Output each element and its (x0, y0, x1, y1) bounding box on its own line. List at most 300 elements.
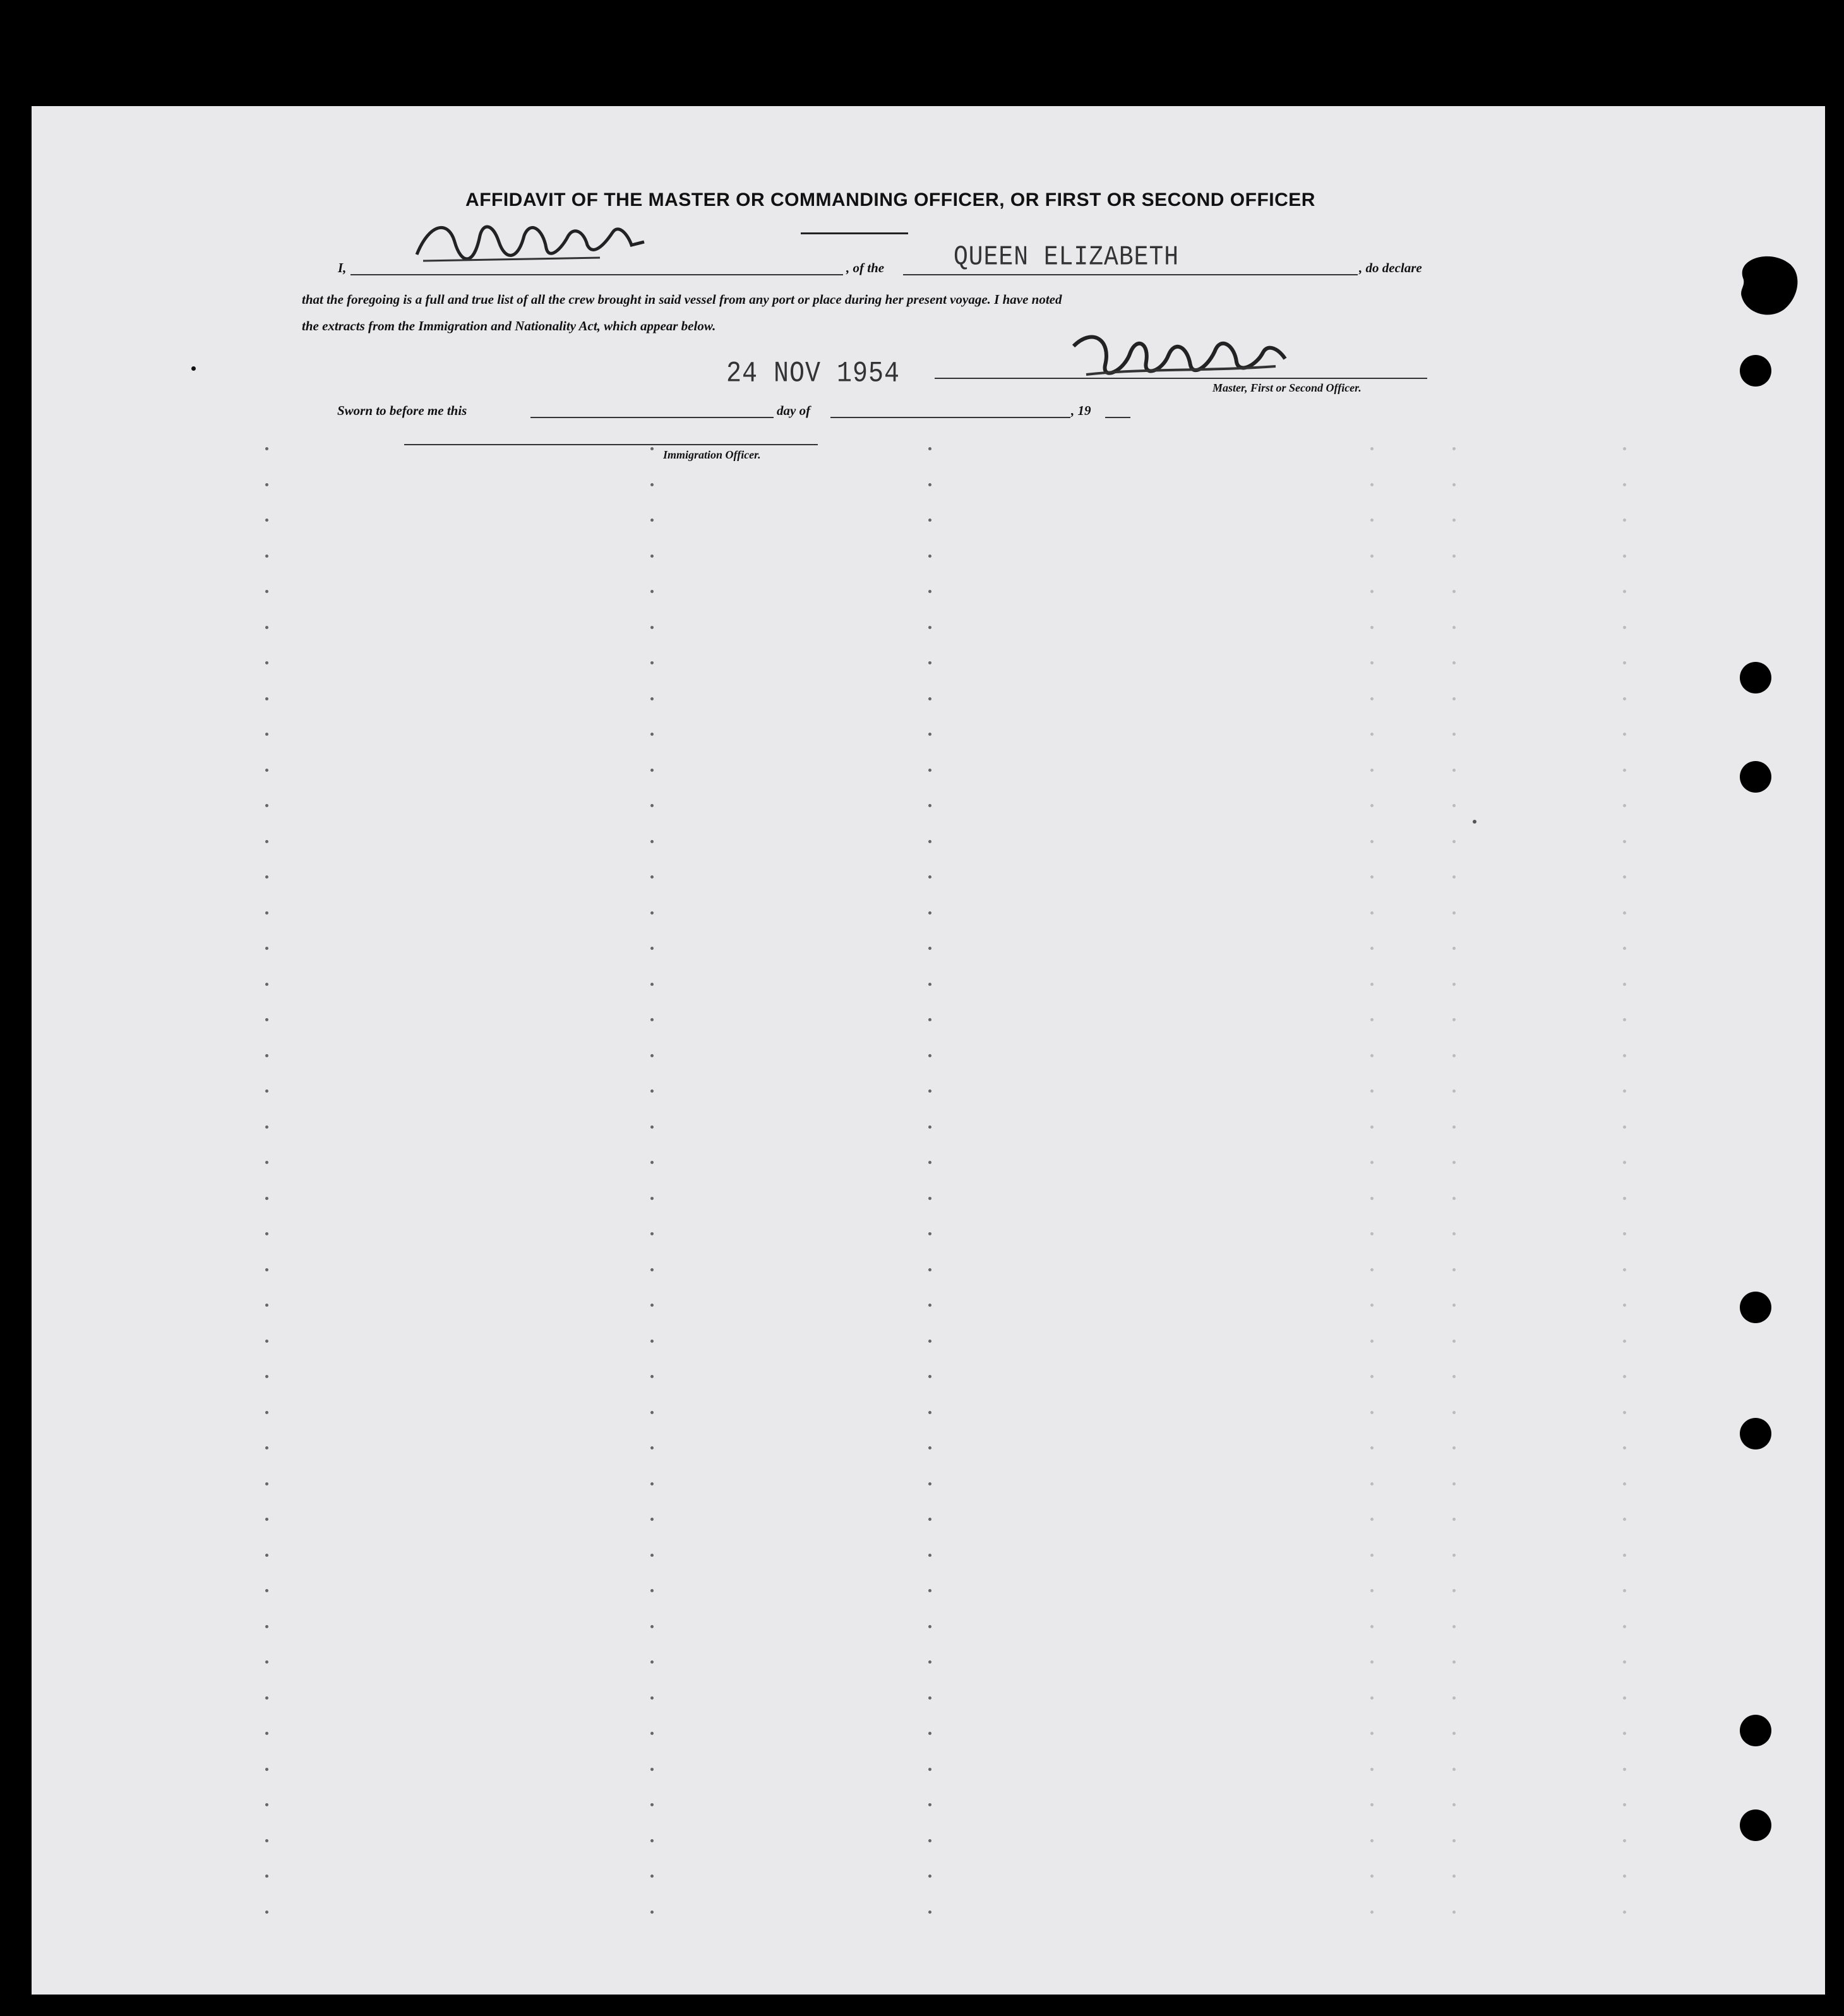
bleed-through-dot (650, 1518, 654, 1521)
immigration-officer-caption: Immigration Officer. (663, 448, 761, 461)
bleed-through-dot (928, 1411, 931, 1414)
bleed-through-row (32, 1862, 1825, 1887)
bleed-through-dot (650, 1446, 654, 1449)
bleed-through-dot (928, 1125, 931, 1129)
bleed-through-dot (1452, 769, 1456, 772)
bleed-through-dot (650, 1197, 654, 1200)
bleed-through-dot (1452, 1018, 1456, 1021)
sworn-label: Sworn to before me this (337, 403, 467, 418)
bleed-through-dot (928, 447, 931, 450)
bleed-through-dot (1452, 1803, 1456, 1806)
declaration-line-2: the extracts from the Immigration and Nationality Act, which appear below. (302, 318, 716, 333)
bleed-through-dot (265, 697, 268, 700)
bleed-through-dot (1623, 1197, 1626, 1200)
bleed-through-row (32, 577, 1825, 603)
bleed-through-dot (1452, 1911, 1456, 1914)
bleed-through-row (32, 1005, 1825, 1031)
bleed-through-dot (650, 1268, 654, 1271)
bleed-through-row (32, 1220, 1825, 1245)
bleed-through-dot (265, 911, 268, 915)
bleed-through-dot (1370, 1018, 1374, 1021)
bleed-through-dot (265, 661, 268, 664)
bleed-through-dot (1623, 590, 1626, 593)
bleed-through-dot (650, 769, 654, 772)
bleed-through-dot (1623, 840, 1626, 843)
bleed-through-dot (1370, 626, 1374, 629)
bleed-through-row (32, 1362, 1825, 1388)
bleed-through-dot (1623, 1589, 1626, 1592)
bleed-through-dot (1623, 1696, 1626, 1700)
bleed-through-dot (1623, 697, 1626, 700)
bleed-through-dot (650, 1911, 654, 1914)
bleed-through-dot (650, 1803, 654, 1806)
bleed-through-dot (265, 1089, 268, 1093)
bleed-through-dot (650, 840, 654, 843)
bleed-through-row (32, 1541, 1825, 1566)
bleed-through-dot (265, 1839, 268, 1842)
bleed-through-dot (1452, 1768, 1456, 1771)
bleed-through-row (32, 1434, 1825, 1459)
bleed-through-dot (928, 555, 931, 558)
bleed-through-dot (1370, 1125, 1374, 1129)
bleed-through-dot (1452, 1304, 1456, 1307)
bleed-through-dot (265, 1161, 268, 1164)
year-prefix: , 19 (1071, 403, 1091, 418)
bleed-through-dot (265, 1875, 268, 1878)
bleed-through-row (32, 1041, 1825, 1067)
bleed-through-dot (1452, 1125, 1456, 1129)
bleed-through-row (32, 1077, 1825, 1102)
bleed-through-dot (1623, 911, 1626, 915)
bleed-through-dot (650, 626, 654, 629)
bleed-through-row (32, 863, 1825, 888)
bleed-through-dot (1623, 1482, 1626, 1485)
bleed-through-dot (1370, 1589, 1374, 1592)
bleed-through-dot (1452, 519, 1456, 522)
vessel-name: QUEEN ELIZABETH (954, 241, 1180, 273)
bleed-through-dot (265, 1375, 268, 1378)
bleed-through-dot (1623, 1375, 1626, 1378)
bleed-through-dot (928, 1660, 931, 1664)
bleed-through-dot (1452, 697, 1456, 700)
bleed-through-dot (928, 1875, 931, 1878)
bleed-through-dot (928, 661, 931, 664)
bleed-through-dot (1370, 1482, 1374, 1485)
bleed-through-dot (650, 911, 654, 915)
bleed-through-dot (1452, 447, 1456, 450)
bleed-through-dot (650, 1554, 654, 1557)
bleed-through-row (32, 1256, 1825, 1281)
bleed-through-dot (1370, 1660, 1374, 1664)
bleed-through-dot (1370, 1161, 1374, 1164)
bleed-through-dot (265, 1125, 268, 1129)
bleed-through-dot (265, 1732, 268, 1735)
bleed-through-dot (1370, 590, 1374, 593)
bleed-through-dot (928, 947, 931, 950)
sworn-month-blank (830, 417, 1070, 418)
bleed-through-dot (1452, 1696, 1456, 1700)
bleed-through-dot (650, 1589, 654, 1592)
bleed-through-dot (265, 947, 268, 950)
bleed-through-dot (650, 1482, 654, 1485)
bleed-through-dot (1623, 1125, 1626, 1129)
signature-image (410, 217, 650, 273)
bleed-through-dot (650, 1696, 654, 1700)
bleed-through-dot (265, 1446, 268, 1449)
punch-hole (1740, 761, 1771, 793)
bleed-through-dot (265, 1803, 268, 1806)
bleed-through-dot (928, 1340, 931, 1343)
bleed-through-dot (1370, 1625, 1374, 1628)
bleed-through-row (32, 435, 1825, 460)
bleed-through-dot (1623, 1340, 1626, 1343)
bleed-through-dot (650, 1125, 654, 1129)
bleed-through-dot (1623, 483, 1626, 486)
bleed-through-dot (1452, 1161, 1456, 1164)
bleed-through-dot (1452, 1232, 1456, 1235)
bleed-through-dot (1370, 1232, 1374, 1235)
bleed-through-dot (650, 1161, 654, 1164)
bleed-through-dot (265, 1054, 268, 1057)
day-of-label: day of (777, 403, 811, 418)
bleed-through-dot (650, 733, 654, 736)
bleed-through-dot (650, 1660, 654, 1664)
bleed-through-dot (1370, 804, 1374, 807)
bleed-through-dot (1370, 947, 1374, 950)
speck-mark (191, 366, 196, 371)
bleed-through-dot (928, 804, 931, 807)
bleed-through-dot (650, 1054, 654, 1057)
bleed-through-dot (1452, 1518, 1456, 1521)
bleed-through-dot (265, 733, 268, 736)
bleed-through-text (32, 106, 1825, 1995)
bleed-through-dot (1623, 1232, 1626, 1235)
bleed-through-dot (1452, 875, 1456, 879)
bleed-through-row (32, 1827, 1825, 1852)
bleed-through-dot (1370, 1446, 1374, 1449)
bleed-through-dot (1370, 1839, 1374, 1842)
bleed-through-dot (928, 1232, 931, 1235)
document-sheet (32, 106, 1825, 1995)
bleed-through-dot (1623, 804, 1626, 807)
bleed-through-dot (1452, 1482, 1456, 1485)
bleed-through-dot (1370, 1554, 1374, 1557)
bleed-through-dot (928, 1625, 931, 1628)
bleed-through-dot (265, 519, 268, 522)
bleed-through-dot (1452, 804, 1456, 807)
bleed-through-row (32, 1148, 1825, 1173)
bleed-through-dot (1370, 1375, 1374, 1378)
bleed-through-dot (650, 555, 654, 558)
bleed-through-dot (1452, 1732, 1456, 1735)
bleed-through-dot (928, 769, 931, 772)
punch-hole (1740, 1418, 1771, 1449)
bleed-through-dot (265, 1768, 268, 1771)
bleed-through-dot (265, 1589, 268, 1592)
bleed-through-dot (1623, 1911, 1626, 1914)
bleed-through-dot (1623, 626, 1626, 629)
immigration-officer-line (404, 444, 818, 445)
bleed-through-row (32, 791, 1825, 817)
bleed-through-dot (265, 1625, 268, 1628)
bleed-through-dot (265, 1232, 268, 1235)
bleed-through-dot (650, 1304, 654, 1307)
of-the-label: , of the (846, 260, 885, 275)
bleed-through-dot (650, 1875, 654, 1878)
bleed-through-dot (650, 947, 654, 950)
bleed-through-dot (265, 1197, 268, 1200)
punch-hole (1740, 662, 1771, 693)
bleed-through-dot (650, 590, 654, 593)
vessel-blank-line (903, 274, 1358, 275)
bleed-through-dot (650, 1625, 654, 1628)
bleed-through-dot (1452, 947, 1456, 950)
bleed-through-dot (1623, 1018, 1626, 1021)
bleed-through-dot (928, 1482, 931, 1485)
bleed-through-dot (1452, 1089, 1456, 1093)
bleed-through-row (32, 1791, 1825, 1816)
bleed-through-dot (1452, 1875, 1456, 1878)
bleed-through-dot (1370, 1054, 1374, 1057)
bleed-through-row (32, 542, 1825, 567)
bleed-through-dot (265, 804, 268, 807)
bleed-through-row (32, 1898, 1825, 1923)
bleed-through-dot (265, 1268, 268, 1271)
bleed-through-row (32, 934, 1825, 959)
bleed-through-dot (1452, 1625, 1456, 1628)
bleed-through-row (32, 506, 1825, 531)
bleed-through-dot (650, 697, 654, 700)
bleed-through-dot (1452, 1340, 1456, 1343)
bleed-through-dot (1452, 483, 1456, 486)
bleed-through-dot (650, 1089, 654, 1093)
bleed-through-dot (928, 1304, 931, 1307)
bleed-through-dot (1370, 1732, 1374, 1735)
bleed-through-dot (1370, 697, 1374, 700)
bleed-through-dot (928, 1161, 931, 1164)
bleed-through-dot (1370, 1197, 1374, 1200)
bleed-through-dot (265, 1304, 268, 1307)
bleed-through-dot (1623, 1304, 1626, 1307)
bleed-through-dot (1452, 1197, 1456, 1200)
bleed-through-dot (650, 875, 654, 879)
bleed-through-dot (650, 1768, 654, 1771)
bleed-through-dot (650, 1340, 654, 1343)
bleed-through-dot (1623, 519, 1626, 522)
bleed-through-dot (265, 1554, 268, 1557)
bleed-through-dot (650, 447, 654, 450)
bleed-through-row (32, 720, 1825, 745)
bleed-through-row (32, 613, 1825, 639)
bleed-through-row (32, 1684, 1825, 1709)
bleed-through-dot (1370, 483, 1374, 486)
bleed-through-dot (265, 483, 268, 486)
bleed-through-row (32, 1291, 1825, 1316)
bleed-through-dot (928, 911, 931, 915)
bleed-through-dot (928, 1018, 931, 1021)
bleed-through-dot (928, 1089, 931, 1093)
bleed-through-dot (265, 1911, 268, 1914)
bleed-through-dot (1623, 1518, 1626, 1521)
bleed-through-row (32, 1719, 1825, 1744)
date-stamp: 24 NOV 1954 (726, 357, 901, 391)
bleed-through-dot (650, 1411, 654, 1414)
ink-blot (1730, 253, 1806, 322)
bleed-through-dot (928, 1197, 931, 1200)
bleed-through-dot (265, 555, 268, 558)
bleed-through-row (32, 756, 1825, 781)
bleed-through-dot (650, 1232, 654, 1235)
bleed-through-row (32, 649, 1825, 674)
bleed-through-dot (928, 733, 931, 736)
bleed-through-dot (1623, 947, 1626, 950)
bleed-through-dot (1623, 1803, 1626, 1806)
bleed-through-row (32, 899, 1825, 924)
affidavit-title: AFFIDAVIT OF THE MASTER OR COMMANDING OFFICER, OR FIRST OR SECOND OFFICER (465, 189, 1315, 210)
punch-hole (1740, 1715, 1771, 1746)
sworn-year-blank (1105, 417, 1130, 418)
bleed-through-dot (650, 1375, 654, 1378)
sworn-day-blank (530, 417, 774, 418)
bleed-through-dot (928, 1446, 931, 1449)
bleed-through-dot (1370, 911, 1374, 915)
bleed-through-dot (1623, 555, 1626, 558)
bleed-through-dot (928, 626, 931, 629)
bleed-through-row (32, 471, 1825, 496)
bleed-through-row (32, 685, 1825, 710)
bleed-through-row (32, 1576, 1825, 1602)
bleed-through-dot (1370, 1696, 1374, 1700)
bleed-through-row (32, 1398, 1825, 1424)
bleed-through-dot (1623, 769, 1626, 772)
bleed-through-dot (1623, 1875, 1626, 1878)
bleed-through-dot (650, 519, 654, 522)
bleed-through-dot (650, 1018, 654, 1021)
bleed-through-dot (1623, 875, 1626, 879)
bleed-through-dot (1452, 1054, 1456, 1057)
bleed-through-dot (928, 1768, 931, 1771)
bleed-through-dot (265, 875, 268, 879)
bleed-through-dot (1370, 840, 1374, 843)
bleed-through-row (32, 1755, 1825, 1780)
bleed-through-dot (265, 1018, 268, 1021)
bleed-through-dot (1452, 840, 1456, 843)
bleed-through-dot (265, 1660, 268, 1664)
bleed-through-dot (1623, 1768, 1626, 1771)
bleed-through-dot (1452, 1589, 1456, 1592)
bleed-through-dot (1623, 733, 1626, 736)
bleed-through-dot (1370, 519, 1374, 522)
bleed-through-dot (928, 1911, 931, 1914)
bleed-through-dot (928, 1696, 931, 1700)
bleed-through-dot (1452, 1660, 1456, 1664)
bleed-through-dot (1623, 1161, 1626, 1164)
bleed-through-dot (265, 769, 268, 772)
bleed-through-dot (928, 1054, 931, 1057)
bleed-through-dot (928, 1375, 931, 1378)
punch-hole (1740, 1292, 1771, 1323)
bleed-through-dot (1370, 1340, 1374, 1343)
bleed-through-row (32, 1327, 1825, 1352)
bleed-through-dot (1452, 661, 1456, 664)
bleed-through-dot (265, 1340, 268, 1343)
bleed-through-row (32, 827, 1825, 853)
bleed-through-dot (1623, 1054, 1626, 1057)
bleed-through-dot (1452, 1411, 1456, 1414)
bleed-through-dot (1452, 590, 1456, 593)
bleed-through-dot (1452, 983, 1456, 986)
punch-hole (1740, 355, 1771, 387)
bleed-through-dot (1370, 1803, 1374, 1806)
bleed-through-dot (1370, 1911, 1374, 1914)
bleed-through-dot (928, 590, 931, 593)
bleed-through-dot (928, 983, 931, 986)
bleed-through-dot (928, 697, 931, 700)
bleed-through-dot (1452, 1839, 1456, 1842)
bleed-through-dot (265, 1482, 268, 1485)
bleed-through-dot (1452, 1554, 1456, 1557)
bleed-through-dot (1623, 1446, 1626, 1449)
bleed-through-dot (1370, 733, 1374, 736)
bleed-through-dot (1623, 983, 1626, 986)
bleed-through-row (32, 1612, 1825, 1638)
bleed-through-dot (265, 590, 268, 593)
bleed-through-dot (928, 483, 931, 486)
bleed-through-dot (265, 1411, 268, 1414)
bleed-through-dot (1370, 1089, 1374, 1093)
bleed-through-row (32, 1505, 1825, 1530)
bleed-through-row (32, 1184, 1825, 1209)
bleed-through-dot (928, 1732, 931, 1735)
bleed-through-dot (265, 447, 268, 450)
bleed-through-dot (1370, 1411, 1374, 1414)
bleed-through-dot (265, 626, 268, 629)
bleed-through-dot (265, 840, 268, 843)
bleed-through-dot (1623, 1089, 1626, 1093)
bleed-through-dot (650, 983, 654, 986)
bleed-through-row (32, 1470, 1825, 1495)
bleed-through-dot (928, 1518, 931, 1521)
bleed-through-dot (928, 1554, 931, 1557)
bleed-through-dot (650, 804, 654, 807)
bleed-through-dot (650, 1732, 654, 1735)
bleed-through-dot (1370, 1268, 1374, 1271)
punch-hole (1740, 1809, 1771, 1841)
bleed-through-dot (928, 1589, 931, 1592)
master-signature-image (1067, 321, 1295, 390)
bleed-through-dot (1370, 1518, 1374, 1521)
bleed-through-row (32, 1113, 1825, 1138)
bleed-through-dot (1623, 447, 1626, 450)
bleed-through-dot (928, 875, 931, 879)
bleed-through-dot (265, 983, 268, 986)
bleed-through-dot (1370, 661, 1374, 664)
bleed-through-dot (1623, 1625, 1626, 1628)
bleed-through-dot (928, 1839, 931, 1842)
bleed-through-dot (1370, 983, 1374, 986)
bleed-through-row (32, 1648, 1825, 1673)
bleed-through-dot (1623, 1554, 1626, 1557)
bleed-through-dot (1623, 661, 1626, 664)
title-underline (801, 232, 908, 234)
bleed-through-dot (1452, 1446, 1456, 1449)
i-label: I, (338, 260, 347, 275)
bleed-through-dot (1623, 1839, 1626, 1842)
bleed-through-dot (265, 1518, 268, 1521)
bleed-through-dot (1452, 626, 1456, 629)
speck-mark (1473, 820, 1476, 824)
bleed-through-row (32, 970, 1825, 995)
